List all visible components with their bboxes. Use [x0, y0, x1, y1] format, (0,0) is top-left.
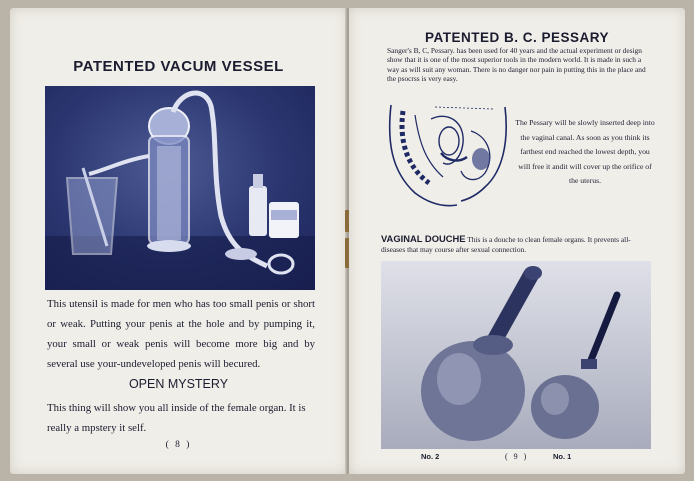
open-mystery-description: This thing will show you all inside of the female organ. It is really a mpstery it self.	[47, 402, 306, 434]
douche-text-block	[381, 234, 653, 254]
vacuum-vessel-photo	[45, 86, 315, 290]
anatomy-line-drawing	[385, 101, 511, 211]
pessary-title: PATENTED B. C. PESSARY	[424, 30, 610, 45]
right-page	[349, 8, 685, 474]
vaginal-douche-heading: VAGINAL DOUCHE	[381, 233, 466, 244]
douche-photo	[381, 261, 651, 449]
left-page-number: ( 8 )	[165, 440, 192, 450]
caption-no-2: No. 2	[421, 452, 440, 461]
right-page-number: ( 9 )	[505, 452, 529, 461]
pessary-description: Sanger's B, C, Pessary. has been used for 40 years and the actual experiment or design show that it is one of the most superior tools in the modern world. It is made in such a way as will suit any woman. There is no danger nor pain in putting this in the place and the psocrss is very easy.	[387, 46, 646, 83]
douche-description: This is a douche to clean female organs. It prevents all-diseases that may course after sexual connection.	[381, 235, 631, 254]
pessary-usage-text: The Pessary will be slowly inserted deep into the vaginal canal. As soon as you think its farthest end reached the lowest depth, you will free it andit will cover up the orifice of the uterus.	[515, 118, 655, 186]
vacuum-vessel-illustration	[45, 86, 315, 290]
left-page	[10, 8, 347, 474]
caption-no-1: No. 1	[553, 452, 572, 461]
vessel-description: This utensil is made for men who has too small penis or short or weak. Putting your penis at the hole and by pumping it, your small or weak penis will become more big and by several use your-undeveloped penis will becured.	[47, 298, 315, 370]
vessel-title: PATENTED VACUM VESSEL	[73, 58, 284, 75]
open-mystery-title: OPEN MYSTERY	[128, 377, 229, 391]
pessary-anatomy-diagram	[385, 101, 511, 211]
douche-bulbs-illustration	[381, 261, 651, 449]
